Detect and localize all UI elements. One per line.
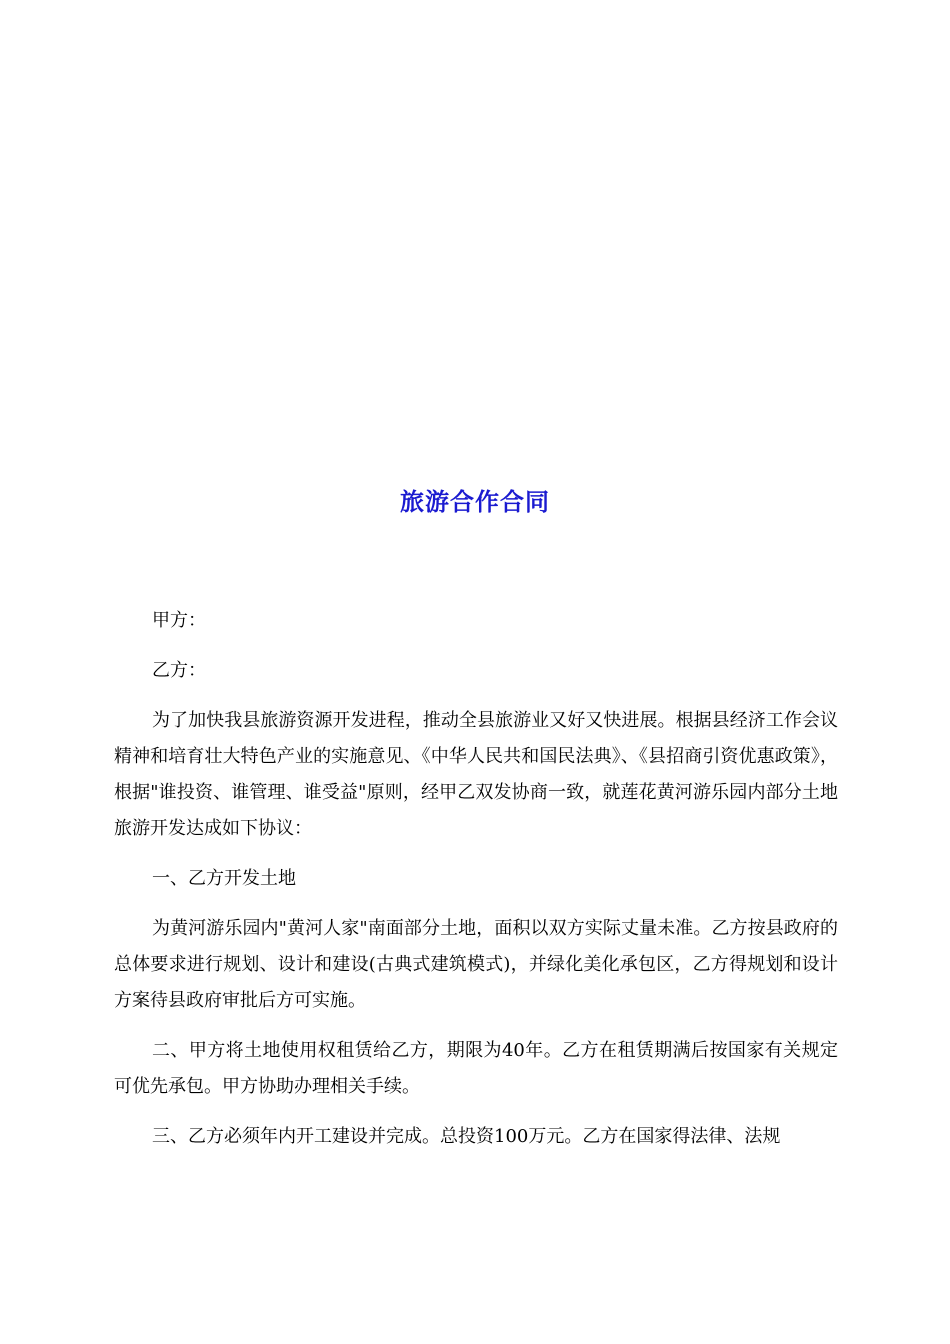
section-heading-1: 一、乙方开发土地 bbox=[152, 868, 296, 889]
section-3-paragraph: 三、乙方必须年内开工建设并完成。总投资100万元。乙方在国家得法律、法规 bbox=[152, 1126, 781, 1147]
party-a-line: 甲方： bbox=[152, 610, 206, 631]
section-2-paragraph: 二、甲方将土地使用权租赁给乙方，期限为40年。乙方在租赁期满后按国家有关规定可优先承包。甲方协助办理相关手续。 bbox=[114, 1040, 838, 1097]
document-body bbox=[114, 603, 838, 1169]
section-1-paragraph: 为黄河游乐园内"黄河人家"南面部分土地，面积以双方实际丈量未准。乙方按县政府的总体要求进行规划、设计和建设(古典式建筑模式)，并绿化美化承包区，乙方得规划和设计方案待县政府审批后方可实施。 bbox=[114, 918, 838, 1011]
party-b-line: 乙方： bbox=[152, 660, 206, 681]
document-title: 旅游合作合同 bbox=[400, 488, 550, 516]
preamble-paragraph: 为了加快我县旅游资源开发进程，推动全县旅游业又好又快进展。根据县经济工作会议精神和培育壮大特色产业的实施意见、《中华人民共和国民法典》、《县招商引资优惠政策》，根据"谁投资、谁管理、谁受益"原则，经甲乙双发协商一致，就莲花黄河游乐园内部分土地旅游开发达成如下协议： bbox=[114, 710, 838, 839]
